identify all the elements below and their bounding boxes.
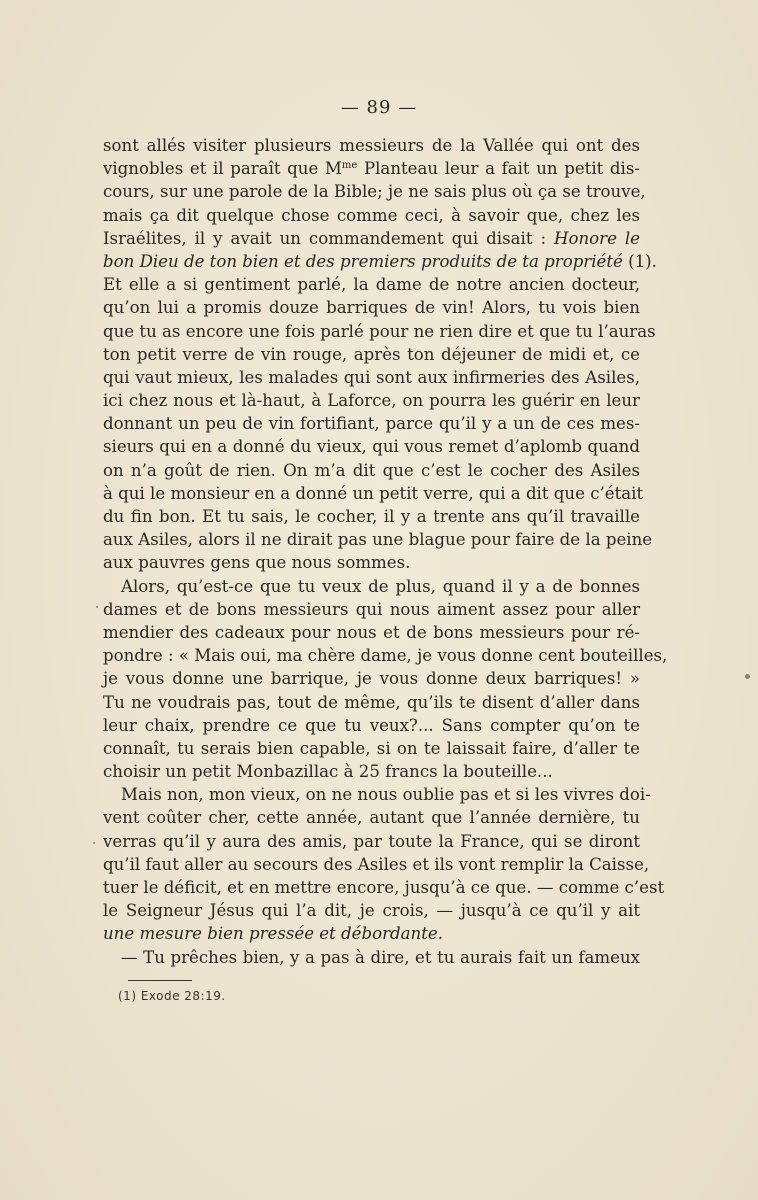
text-line <box>103 157 640 180</box>
paper-speck <box>745 674 750 679</box>
footnote: (1) Exode 28:19. <box>118 989 226 1003</box>
text-line <box>103 598 640 621</box>
text-run: on n’a goût de rien. On m’a dit que c’est le cocher des Asiles <box>103 460 640 480</box>
text-run: Israélites, il y avait un commandement qui disait : <box>103 228 555 248</box>
text-line <box>103 273 640 296</box>
text-run: Et elle a si gentiment parlé, la dame de notre ancien docteur, <box>103 275 640 295</box>
text-run: Planteau leur a fait un petit dis- <box>357 159 640 179</box>
text-run: mendier des cadeaux pour nous et de bons messieurs pour ré- <box>103 622 640 642</box>
text-line <box>103 946 640 969</box>
text-line <box>103 459 640 482</box>
text-line <box>103 204 640 227</box>
text-line <box>103 250 657 273</box>
text-run: le Seigneur Jésus qui l’a dit, je crois, — jusqu’à ce qu’il y ait <box>103 901 640 921</box>
text-run: cours, sur une parole de la Bible; je ne sais plus où ça se trouve, <box>103 182 646 202</box>
text-run: ici chez nous et là-haut, à Laforce, on pourra les guérir en leur <box>103 391 640 411</box>
text-run: — Tu prêches bien, y a pas à dire, et tu aurais fait un fameux <box>121 947 640 967</box>
text-run: Tu ne voudrais pas, tout de même, qu’ils te disent d’aller dans <box>103 692 640 712</box>
text-run: connaît, tu serais bien capable, si on te laissait faire, d’aller te <box>103 738 640 758</box>
text-line <box>103 644 668 667</box>
text-line <box>103 806 640 829</box>
text-run: leur chaix, prendre ce que tu veux?... Sans compter qu’on te <box>103 715 640 735</box>
text-run: tuer le déficit, et en mettre encore, jusqu’à ce que. — comme c’est <box>103 878 665 897</box>
italic-text: bon Dieu de ton bien et des premiers produits de ta propriété <box>103 251 623 271</box>
text-run: aux pauvres gens que nous sommes. <box>103 553 411 573</box>
text-line <box>103 343 640 366</box>
italic-text: une mesure bien pressée et débordante. <box>103 924 444 944</box>
text-line <box>103 760 640 783</box>
text-run: pondre : « Mais oui, ma chère dame, je vous donne cent bouteilles, <box>103 646 668 666</box>
text-line <box>103 482 644 505</box>
text-run: qui vaut mieux, les malades qui sont aux infirmeries des Asiles, <box>103 367 640 387</box>
text-line <box>103 180 646 203</box>
text-line <box>103 922 640 945</box>
footnote-rule <box>128 980 192 981</box>
text-run: ton petit verre de vin rouge, après ton déjeuner de midi et, ce <box>103 344 640 364</box>
italic-text: Honore le <box>554 228 640 248</box>
text-line <box>103 853 650 876</box>
text-line <box>103 227 640 250</box>
text-run: donnant un peu de vin fortifiant, parce qu’il y a un de ces mes- <box>103 414 640 434</box>
text-line <box>103 714 640 737</box>
text-run: Mais non, mon vieux, on ne nous oublie pas et si les vivres doi- <box>121 785 651 805</box>
text-line <box>103 296 640 319</box>
text-line <box>103 899 640 922</box>
text-line <box>103 691 640 714</box>
paper-speck <box>93 842 95 844</box>
text-line <box>103 667 640 690</box>
text-run: vignobles et il paraît que M <box>103 159 342 179</box>
text-run: Alors, qu’est-ce que tu veux de plus, quand il y a de bonnes <box>121 576 640 596</box>
text-run: mais ça dit quelque chose comme ceci, à savoir que, chez les <box>103 205 640 225</box>
text-run: choisir un petit Monbazillac à 25 francs la bouteille... <box>103 762 553 782</box>
text-line <box>103 435 640 458</box>
paper-speck <box>96 606 98 608</box>
body-text <box>103 134 668 969</box>
text-line <box>103 389 640 412</box>
text-run: aux Asiles, alors il ne dirait pas une blague pour faire de la peine <box>103 530 653 550</box>
text-run: verras qu’il y aura des amis, par toute la France, qui se diront <box>103 831 640 851</box>
text-run: vent coûter cher, cette année, autant que l’année dernière, tu <box>103 808 640 828</box>
text-line <box>103 876 665 899</box>
text-line <box>103 366 640 389</box>
text-line <box>103 320 656 343</box>
text-run: à qui le monsieur en a donné un petit verre, qui a dit que c’était <box>103 483 644 503</box>
text-run: que tu as encore une fois parlé pour ne rien dire et que tu l’auras <box>103 321 656 341</box>
text-run: je vous donne une barrique, je vous donne deux barriques! » <box>103 669 640 689</box>
text-line <box>103 575 640 598</box>
text-run: du fin bon. Et tu sais, le cocher, il y a trente ans qu’il travaille <box>103 507 640 526</box>
text-line <box>103 551 640 574</box>
text-line <box>103 783 651 806</box>
text-line <box>103 134 640 157</box>
text-line <box>103 737 640 760</box>
text-run: sieurs qui en a donné du vieux, qui vous remet d’aplomb quand <box>103 437 640 457</box>
page-number: — 89 — <box>340 97 418 118</box>
text-line <box>103 528 653 551</box>
text-run: qu’il faut aller au secours des Asiles et ils vont remplir la Caisse, <box>103 854 650 874</box>
text-line <box>103 505 640 528</box>
superscript: me <box>341 160 358 172</box>
text-line <box>103 621 640 644</box>
text-run: dames et de bons messieurs qui nous aiment assez pour aller <box>103 599 640 619</box>
text-run: (1). <box>622 251 657 271</box>
text-line <box>103 412 640 435</box>
text-run: qu’on lui a promis douze barriques de vin! Alors, tu vois bien <box>103 298 640 318</box>
text-run: sont allés visiter plusieurs messieurs de la Vallée qui ont des <box>103 136 640 155</box>
text-line <box>103 830 640 853</box>
